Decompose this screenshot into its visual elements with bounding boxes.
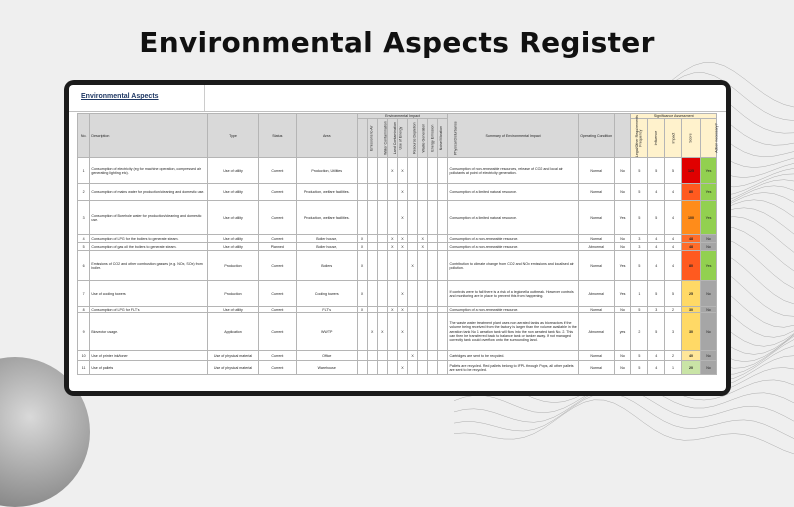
cell-impact: [397, 351, 407, 361]
cell-no: 5: [78, 243, 90, 251]
cell-impact: [387, 201, 397, 235]
col-impact-7: Noise/Vibration: [428, 119, 438, 158]
cell-impact: [418, 201, 428, 235]
cell-area: Warehouse: [296, 361, 357, 375]
cell-legal: No: [614, 351, 631, 361]
cell-influence: 5: [648, 313, 665, 351]
cell-action: Yes: [701, 184, 717, 201]
cell-type: Use of utility: [208, 307, 259, 313]
cell-no: 3: [78, 201, 90, 235]
cell-area: Production, Utilities: [296, 158, 357, 184]
cell-status: Current: [258, 313, 296, 351]
cell-score: 125: [681, 158, 700, 184]
cell-impact: X: [397, 307, 407, 313]
cell-score: 30: [681, 313, 700, 351]
cell-impact: [428, 351, 438, 361]
cell-impact-rating: 5: [665, 158, 682, 184]
cell-impact: [357, 313, 367, 351]
spreadsheet: [69, 85, 726, 391]
cell-description: Consumption of LPG for FLT's: [90, 307, 208, 313]
page-title: Environmental Aspects Register: [139, 26, 655, 59]
cell-legal: Yes: [614, 251, 631, 281]
cell-summary: Consumption of a limited natural resource.: [448, 184, 578, 201]
cell-frequency: 3: [631, 243, 648, 251]
cell-impact: [428, 243, 438, 251]
cell-impact: [377, 235, 387, 243]
cell-impact: [408, 184, 418, 201]
col-significance-1: Influence: [648, 119, 665, 158]
cell-area: Boilers: [296, 251, 357, 281]
col-impact-8: Physical Disturbance: [438, 119, 448, 158]
cell-legal: No: [614, 158, 631, 184]
cell-impact: [367, 251, 377, 281]
cell-impact: [367, 281, 377, 307]
cell-impact: [367, 201, 377, 235]
cell-action: No: [701, 313, 717, 351]
cell-impact: X: [397, 361, 407, 375]
cell-impact: [367, 361, 377, 375]
table-row[interactable]: [78, 201, 717, 235]
cell-impact: [438, 184, 448, 201]
cell-impact: X: [408, 251, 418, 281]
cell-description: Use of pallets: [90, 361, 208, 375]
cell-impact-rating: 5: [665, 281, 682, 307]
cell-condition: Normal: [578, 361, 614, 375]
cell-status: Current: [258, 158, 296, 184]
cell-impact: [397, 251, 407, 281]
cell-impact-rating: 4: [665, 184, 682, 201]
cell-impact-rating: 4: [665, 243, 682, 251]
cell-type: Use of utility: [208, 201, 259, 235]
cell-impact: [377, 251, 387, 281]
col-significance-4: Action necessary?: [701, 119, 717, 158]
cell-impact-rating: 4: [665, 201, 682, 235]
cell-impact: [377, 361, 387, 375]
cell-impact: X: [387, 235, 397, 243]
cell-frequency: 5: [631, 307, 648, 313]
cell-impact: [357, 351, 367, 361]
cell-summary: Consumption of non-renewable resources, release of CO2 and local air pollutants at point of electricity generation.: [448, 158, 578, 184]
col-operating-condition: Operating Condition: [578, 114, 614, 158]
col-description: Description: [90, 114, 208, 158]
cell-action: Yes: [701, 158, 717, 184]
cell-impact-rating: 2: [665, 351, 682, 361]
cell-impact: [377, 158, 387, 184]
cell-condition: Normal: [578, 307, 614, 313]
cell-impact: [428, 158, 438, 184]
cell-action: No: [701, 307, 717, 313]
table-row[interactable]: [78, 235, 717, 243]
cell-area: Boiler house,: [296, 235, 357, 243]
cell-impact: [387, 313, 397, 351]
cell-frequency: 5: [631, 184, 648, 201]
cell-type: Use of physical material: [208, 351, 259, 361]
cell-action: Yes: [701, 251, 717, 281]
cell-legal: Yes: [614, 281, 631, 307]
col-significance-assessment: Significance Assessment: [631, 114, 717, 119]
cell-impact: [377, 243, 387, 251]
cell-impact-rating: 3: [665, 313, 682, 351]
cell-impact: [377, 351, 387, 361]
cell-impact: [418, 281, 428, 307]
cell-impact: [418, 251, 428, 281]
cell-type: Use of physical material: [208, 361, 259, 375]
cell-impact: X: [397, 235, 407, 243]
table-row[interactable]: [78, 351, 717, 361]
cell-summary: If controls were to fail there is a risk of a legionella outbreak. However controls and monitoring are in place to prevent this from happening.: [448, 281, 578, 307]
cell-impact: [418, 184, 428, 201]
cell-impact: [377, 201, 387, 235]
cell-impact: [408, 235, 418, 243]
cell-type: Use of utility: [208, 158, 259, 184]
table-row[interactable]: [78, 281, 717, 307]
cell-impact: [438, 235, 448, 243]
cell-impact: [428, 235, 438, 243]
cell-impact: [438, 251, 448, 281]
cell-score: 80: [681, 251, 700, 281]
cell-impact: [367, 158, 377, 184]
header-row-top: [78, 114, 717, 119]
cell-legal: No: [614, 235, 631, 243]
cell-frequency: 5: [631, 251, 648, 281]
cell-impact: [428, 184, 438, 201]
cell-no: 6: [78, 251, 90, 281]
sheet-title-bar: [69, 85, 726, 112]
cell-impact: [367, 243, 377, 251]
cell-frequency: 2: [631, 313, 648, 351]
cell-impact: [387, 281, 397, 307]
cell-impact: [367, 235, 377, 243]
col-significance-0: Frequency: [631, 119, 648, 158]
cell-impact: [387, 251, 397, 281]
cell-action: No: [701, 281, 717, 307]
cell-area: Production, welfare facilities.: [296, 184, 357, 201]
cell-type: Production: [208, 251, 259, 281]
cell-type: Use of utility: [208, 235, 259, 243]
cell-condition: Normal: [578, 158, 614, 184]
cell-impact: [367, 351, 377, 361]
cell-impact: [418, 313, 428, 351]
cell-legal: No: [614, 243, 631, 251]
cell-type: Use of utility: [208, 184, 259, 201]
table-row[interactable]: [78, 361, 717, 375]
cell-summary: Pallets are recycled. Red pallets belong to IFPL through Pops, all other pallets are sent to be recycled.: [448, 361, 578, 375]
cell-impact: [357, 184, 367, 201]
cell-type: Application: [208, 313, 259, 351]
cell-condition: Abnormal: [578, 243, 614, 251]
col-no: No.: [78, 114, 90, 158]
cell-impact: X: [397, 184, 407, 201]
cell-legal: yes: [614, 313, 631, 351]
cell-impact-rating: 1: [665, 361, 682, 375]
cell-influence: 3: [648, 307, 665, 313]
cell-impact: [408, 243, 418, 251]
cell-action: No: [701, 243, 717, 251]
cell-impact: X: [357, 281, 367, 307]
cell-description: Consumption of LPG for the boilers to generate steam.: [90, 235, 208, 243]
cell-impact: [408, 158, 418, 184]
cell-description: Emissions of CO2 and other combustion gasses (e.g. NOx, SOx) from boiler.: [90, 251, 208, 281]
cell-area: Boiler house,: [296, 243, 357, 251]
cell-impact: X: [387, 158, 397, 184]
cell-impact: X: [397, 313, 407, 351]
cell-impact: [408, 201, 418, 235]
col-area: Area: [296, 114, 357, 158]
cell-impact: [357, 158, 367, 184]
cell-influence: 5: [648, 281, 665, 307]
cell-status: Current: [258, 201, 296, 235]
cell-legal: Yes: [614, 201, 631, 235]
cell-area: Production, welfare facilities.: [296, 201, 357, 235]
cell-frequency: 5: [631, 158, 648, 184]
cell-description: Consumption of mains water for production/cleaning and domestic use.: [90, 184, 208, 201]
cell-impact: [438, 158, 448, 184]
cell-area: Cooling towers: [296, 281, 357, 307]
cell-impact: X: [367, 313, 377, 351]
col-impact-6: Energy Emission: [418, 119, 428, 158]
cell-frequency: 3: [631, 235, 648, 243]
cell-no: 11: [78, 361, 90, 375]
cell-condition: Abnormal: [578, 281, 614, 307]
cell-condition: Normal: [578, 184, 614, 201]
cell-status: Current: [258, 281, 296, 307]
cell-impact: X: [418, 243, 428, 251]
col-impact-5: Waste Generation: [408, 119, 418, 158]
cell-impact: X: [408, 351, 418, 361]
cell-impact: [387, 351, 397, 361]
col-status: Status: [258, 114, 296, 158]
cell-score: 48: [681, 235, 700, 243]
cell-no: 7: [78, 281, 90, 307]
col-type: Type: [208, 114, 259, 158]
cell-impact: [428, 201, 438, 235]
cell-score: 48: [681, 243, 700, 251]
cell-impact: [438, 361, 448, 375]
cell-impact-rating: 2: [665, 307, 682, 313]
aspects-table: [77, 113, 717, 375]
cell-impact: X: [397, 158, 407, 184]
cell-impact: X: [377, 313, 387, 351]
cell-impact: [408, 361, 418, 375]
cell-legal: No: [614, 184, 631, 201]
cell-influence: 5: [648, 158, 665, 184]
col-impact-0: Emissions to Air: [357, 119, 367, 158]
col-significance-2: Impact: [665, 119, 682, 158]
cell-description: Consumption of gas oil the boilers to generate steam.: [90, 243, 208, 251]
cell-action: No: [701, 361, 717, 375]
cell-no: 10: [78, 351, 90, 361]
cell-score: 30: [681, 307, 700, 313]
cell-impact: [387, 184, 397, 201]
cell-description: Use of printer ink/toner: [90, 351, 208, 361]
cell-no: 4: [78, 235, 90, 243]
cell-impact: [418, 361, 428, 375]
cell-impact: [357, 201, 367, 235]
cell-score: 100: [681, 201, 700, 235]
cell-summary: Consumption of a non-renewable resource.: [448, 235, 578, 243]
cell-impact: X: [357, 243, 367, 251]
cell-description: Biovector usage.: [90, 313, 208, 351]
cell-influence: 4: [648, 235, 665, 243]
col-impact-4: Resource Depletion: [397, 119, 407, 158]
cell-condition: Abnormal: [578, 313, 614, 351]
col-significance-3: Score: [681, 119, 700, 158]
cell-no: 9: [78, 313, 90, 351]
col-summary: Summary of Environmental Impact: [448, 114, 578, 158]
cell-summary: Consumption of a limited natural resource.: [448, 201, 578, 235]
cell-impact: [408, 281, 418, 307]
col-impact-3: Use of Energy: [387, 119, 397, 158]
cell-status: Current: [258, 235, 296, 243]
cell-legal: No: [614, 307, 631, 313]
cell-impact: [438, 281, 448, 307]
cell-status: Current: [258, 351, 296, 361]
cell-impact: X: [397, 201, 407, 235]
cell-influence: 4: [648, 351, 665, 361]
cell-no: 2: [78, 184, 90, 201]
cell-impact: X: [387, 307, 397, 313]
cell-summary: The waste water treatment plant uses non aerated tanks as bioreactors if the volume being received from the factory is larger than the volume available in the aeration tank No 1 aeration tank will flow into the non aerated tank No. 2. This can then be transferred back to balance tank or tanker away. If not managed correctly tank could overflow onto the surrounding land.: [448, 313, 578, 351]
cell-area: WWTP: [296, 313, 357, 351]
cell-area: Office: [296, 351, 357, 361]
cell-frequency: 1: [631, 281, 648, 307]
cell-divider: [204, 85, 205, 111]
cell-action: No: [701, 351, 717, 361]
cell-influence: 4: [648, 184, 665, 201]
table-row[interactable]: [78, 313, 717, 351]
col-impact-2: Land Contamination: [377, 119, 387, 158]
cell-impact: X: [357, 235, 367, 243]
cell-influence: 4: [648, 251, 665, 281]
cell-status: Current: [258, 184, 296, 201]
cell-impact: X: [357, 307, 367, 313]
cell-impact: [387, 361, 397, 375]
cell-area: FLT's: [296, 307, 357, 313]
cell-impact: [428, 251, 438, 281]
cell-action: Yes: [701, 201, 717, 235]
table-row[interactable]: [78, 243, 717, 251]
cell-impact: [438, 313, 448, 351]
cell-summary: Cartridges are sent to be recycled.: [448, 351, 578, 361]
cell-legal: No: [614, 361, 631, 375]
cell-summary: Contribution to climate change from CO2 and NOx emissions and localised air pollution.: [448, 251, 578, 281]
cell-influence: 5: [648, 201, 665, 235]
cell-summary: Consumption of a non-renewable resource.: [448, 307, 578, 313]
cell-description: Consumption of Borehole water for production/cleaning and domestic use.: [90, 201, 208, 235]
cell-no: 1: [78, 158, 90, 184]
cell-type: Production: [208, 281, 259, 307]
cell-frequency: 5: [631, 351, 648, 361]
cell-impact: X: [418, 235, 428, 243]
cell-condition: Normal: [578, 235, 614, 243]
cell-score: 20: [681, 361, 700, 375]
cell-score: 40: [681, 351, 700, 361]
cell-status: Current: [258, 307, 296, 313]
col-environmental-impact: Environmental Impact: [357, 114, 448, 119]
cell-impact: [377, 281, 387, 307]
cell-condition: Normal: [578, 351, 614, 361]
col-legal: Legal/Other Requirements: [614, 114, 631, 158]
cell-impact: [438, 243, 448, 251]
cell-impact: [418, 158, 428, 184]
cell-description: Consumption of electricity (eg for machine operation, compressed air generating lighting etc).: [90, 158, 208, 184]
cell-score: 80: [681, 184, 700, 201]
cell-action: No: [701, 235, 717, 243]
cell-status: Current: [258, 361, 296, 375]
cell-impact: [428, 281, 438, 307]
cell-status: Planned: [258, 243, 296, 251]
cell-status: Current: [258, 251, 296, 281]
cell-no: 8: [78, 307, 90, 313]
cell-type: Use of utility: [208, 243, 259, 251]
cell-impact: [357, 361, 367, 375]
cell-impact: [418, 351, 428, 361]
cell-impact: [438, 351, 448, 361]
cell-impact: [377, 184, 387, 201]
cell-impact: [438, 201, 448, 235]
cell-frequency: 5: [631, 361, 648, 375]
table-row[interactable]: [78, 158, 717, 184]
cell-frequency: 5: [631, 201, 648, 235]
cell-impact-rating: 4: [665, 251, 682, 281]
cell-impact: [367, 184, 377, 201]
table-row[interactable]: [78, 184, 717, 201]
cell-impact: [428, 313, 438, 351]
cell-condition: Normal: [578, 201, 614, 235]
cell-summary: Consumption of a non-renewable resource.: [448, 243, 578, 251]
cell-condition: Normal: [578, 251, 614, 281]
cell-description: Use of cooling towers: [90, 281, 208, 307]
cell-impact: X: [357, 251, 367, 281]
col-impact-1: Water Contamination: [367, 119, 377, 158]
cell-influence: 4: [648, 361, 665, 375]
table-row[interactable]: [78, 251, 717, 281]
cell-impact-rating: 4: [665, 235, 682, 243]
cell-influence: 4: [648, 243, 665, 251]
cell-impact: [408, 313, 418, 351]
cell-impact: X: [387, 243, 397, 251]
cell-score: 25: [681, 281, 700, 307]
cell-impact: X: [397, 281, 407, 307]
sheet-title: Environmental Aspects: [81, 93, 159, 100]
cell-impact: [428, 361, 438, 375]
device-frame: [64, 80, 731, 396]
cell-impact: X: [397, 243, 407, 251]
